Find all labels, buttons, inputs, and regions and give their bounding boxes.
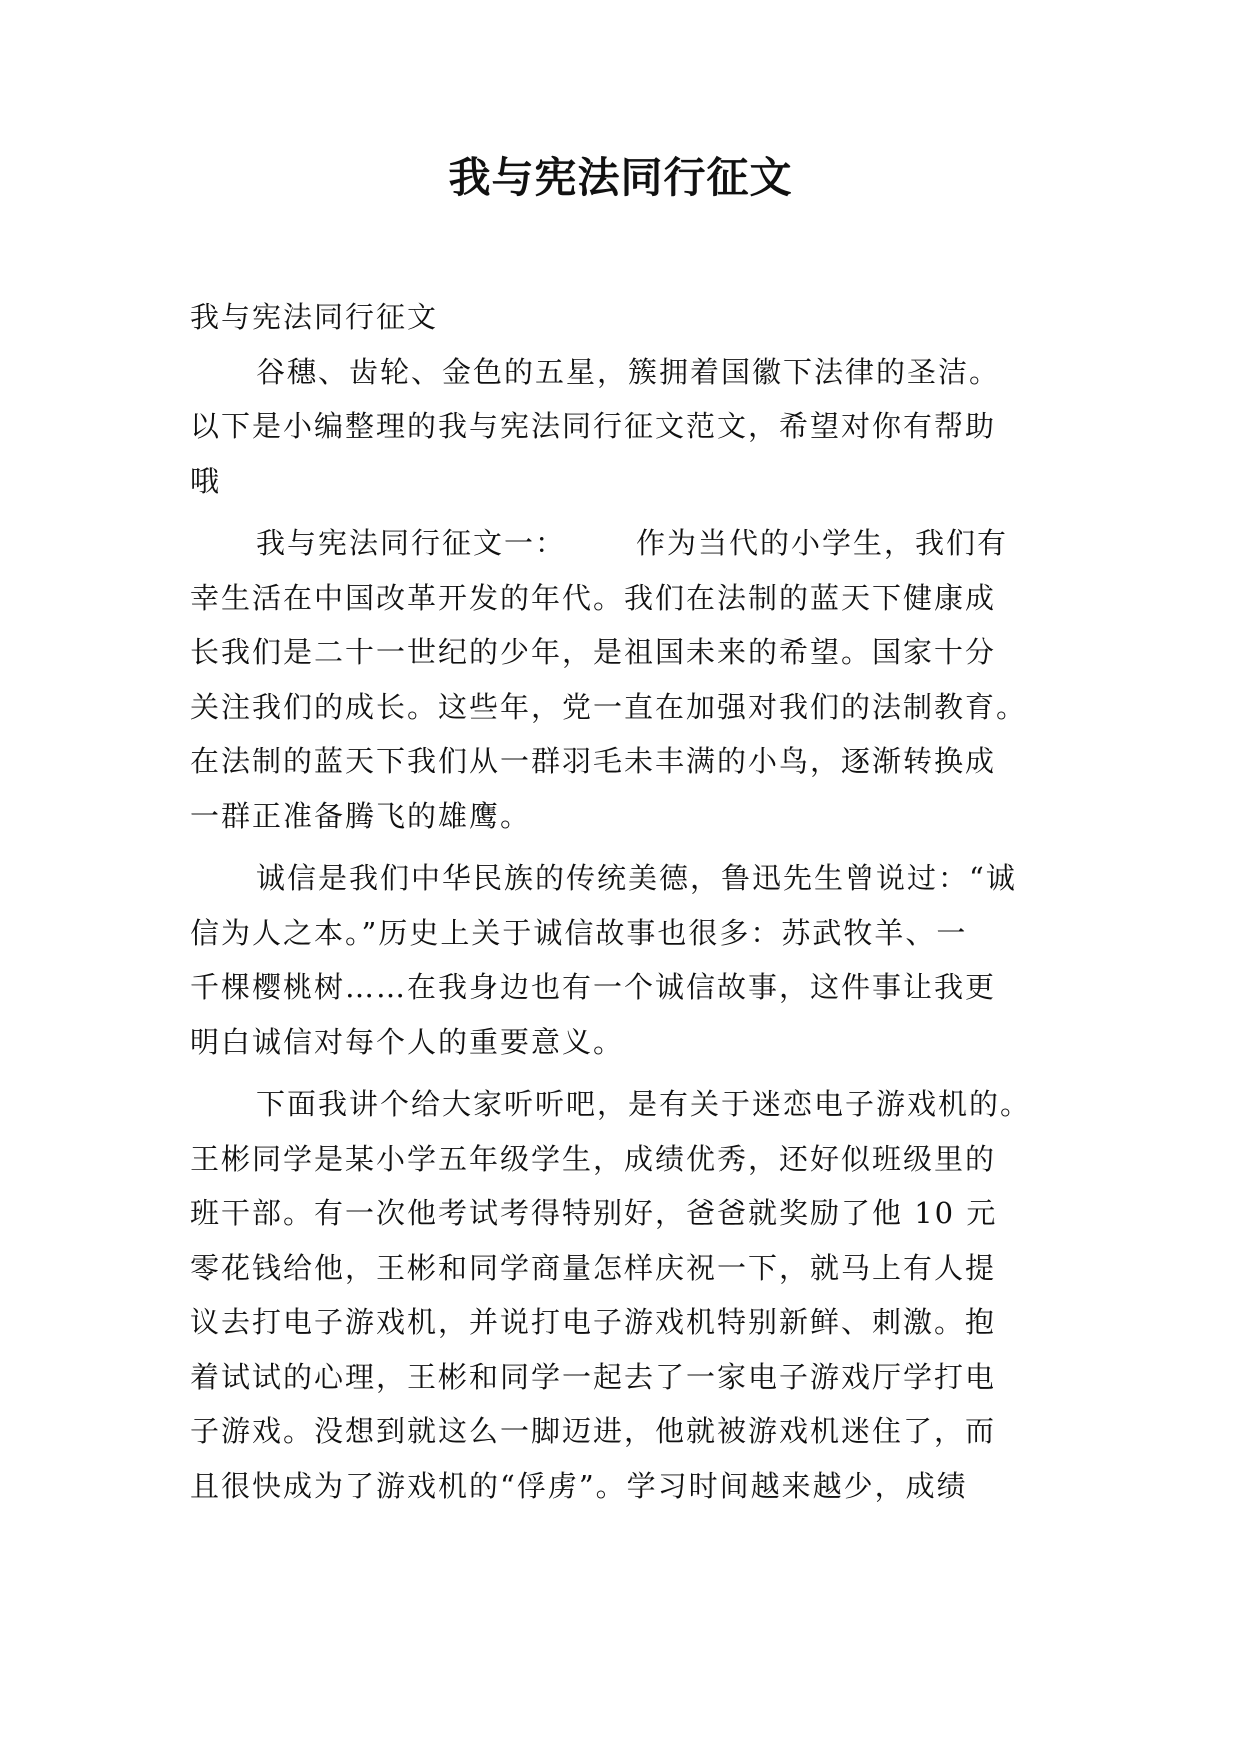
- intro-line: 哦: [190, 463, 222, 498]
- paragraph-line: 议去打电子游戏机，并说打电子游戏机特别新鲜、刺激。抱: [190, 1305, 997, 1339]
- paragraph-line: 在法制的蓝天下我们从一群羽毛未丰满的小鸟，逐渐转换成: [190, 744, 997, 778]
- intro-line: 以下是小编整理的我与宪法同行征文范文，希望对你有帮助: [190, 409, 997, 443]
- paragraph-line: 幸生活在中国改革开发的年代。我们在法制的蓝天下健康成: [190, 580, 997, 615]
- paragraph-line: 且很快成为了游戏机的“俘虏”。学习时间越来越少，成绩: [190, 1468, 968, 1503]
- paragraph-line: 关注我们的成长。这些年，党一直在加强对我们的法制教育。: [190, 689, 1028, 724]
- essay-paragraph: [190, 1077, 1052, 1513]
- subtitle-line: 我与宪法同行征文: [190, 300, 439, 334]
- paragraph-line: 千棵樱桃树……在我身边也有一个诚信故事，这件事让我更: [190, 970, 997, 1004]
- paragraph-line: 一群正准备腾飞的雄鹰。: [190, 798, 532, 833]
- paragraph-line: 着试试的心理，王彬和同学一起去了一家电子游戏厅学打电: [190, 1359, 997, 1394]
- document-title: 我与宪法同行征文: [448, 153, 793, 202]
- paragraph-line: 明白诚信对每个人的重要意义。: [190, 1024, 625, 1059]
- paragraph-line: 班干部。有一次他考试考得特别好，爸爸就奖励了他 10 元: [190, 1196, 998, 1230]
- paragraph-line: 诚信是我们中华民族的传统美德，鲁迅先生曾说过：“诚: [256, 861, 1017, 895]
- intro-line: 谷穗、齿轮、金色的五星，簇拥着国徽下法律的圣洁。: [256, 354, 1001, 389]
- paragraph-line: 子游戏。没想到就这么一脚迈进，他就被游戏机迷住了，而: [190, 1414, 997, 1448]
- intro-paragraph: [190, 345, 1052, 509]
- paragraph-line: 零花钱给他，王彬和同学商量怎样庆祝一下，就马上有人提: [190, 1250, 997, 1285]
- document-body: [190, 290, 1052, 1513]
- paragraph-line: 长我们是二十一世纪的少年，是祖国未来的希望。国家十分: [190, 635, 997, 669]
- paragraph-line: 王彬同学是某小学五年级学生，成绩优秀，还好似班级里的: [190, 1141, 997, 1176]
- paragraph-line: 下面我讲个给大家听听吧，是有关于迷恋电子游戏机的。: [256, 1087, 1032, 1121]
- paragraph-line: 信为人之本。”历史上关于诚信故事也很多：苏武牧羊、一: [190, 915, 968, 950]
- essay-paragraph: [190, 516, 1052, 843]
- essay-heading: 我与宪法同行征文一：: [256, 526, 567, 560]
- essay-paragraph: [190, 851, 1052, 1069]
- essay-heading-line: [190, 516, 1052, 571]
- essay-first-line: 作为当代的小学生，我们有: [636, 526, 1009, 560]
